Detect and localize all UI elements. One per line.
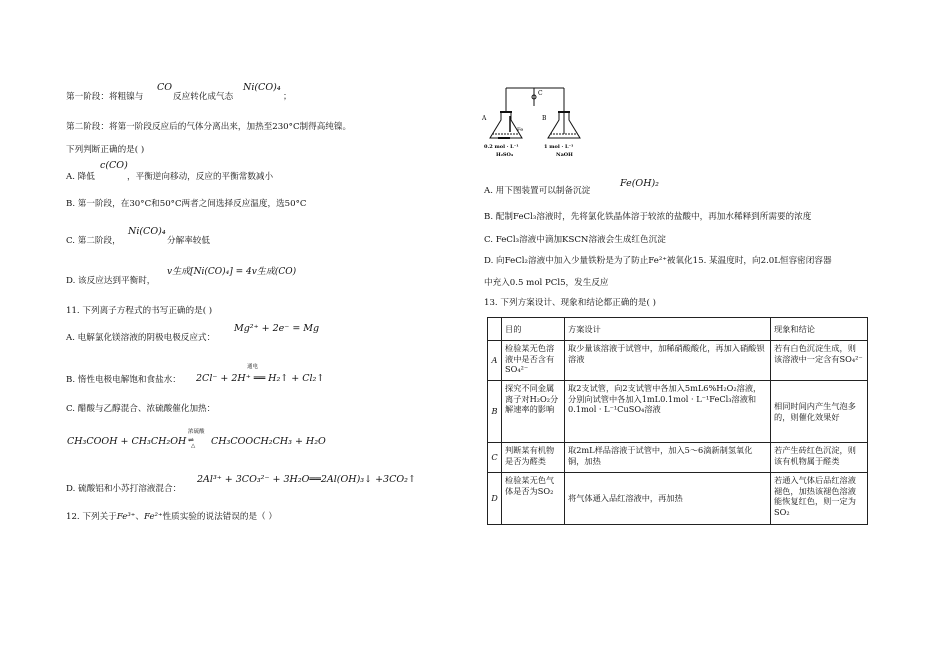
row-result: 若通入气体后品红溶液褪色，加热该褪色溶液能恢复红色，则一定为SO₂ <box>771 473 868 525</box>
stage2-line: 第二阶段：将第一阶段反应后的气体分离出来，加热至230°C制得高纯镍。 <box>66 122 352 132</box>
q10-option-c-suffix: 分解率较低 <box>167 236 210 246</box>
q12-option-c: C. FeCl₃溶液中滴加KSCN溶液会生成红色沉淀 <box>484 235 666 245</box>
q11-c-equation-right: CH₃COOCH₂CH₃ + H₂O <box>211 436 326 447</box>
row-plan: 将气体通入品红溶液中，再加热 <box>565 473 771 525</box>
q11-c-equation-left: CH₃COOH + CH₃CH₂OH <box>67 436 187 447</box>
q11-option-b: B. 惰性电极电解饱和食盐水： <box>66 375 181 385</box>
row-result: 相同时间内产生气泡多的，则催化效果好 <box>771 381 868 443</box>
row-purpose: 判断某有机物是否为醛类 <box>502 443 565 473</box>
apparatus-diagram <box>480 76 590 160</box>
q10-c-formula: Ni(CO)₄ <box>128 226 166 237</box>
q12-option-b: B. 配制FeCl₃溶液时，先将氯化铁晶体溶于较浓的盐酸中，再加水稀释到所需要的浓度 <box>484 212 812 222</box>
q12-fe2: Fe²⁺ <box>143 512 163 522</box>
q10-d-formula: v生成[Ni(CO)₄] = 4v生成(CO) <box>167 267 297 277</box>
q13-title: 13. 下列方案设计、现象和结论都正确的是( ) <box>484 298 656 308</box>
right-concentration: 1 mol · L⁻¹ <box>544 144 574 150</box>
row-result: 若有白色沉淀生成，则该溶液中一定含有SO₄²⁻ <box>771 341 868 381</box>
left-solution: H₂SO₄ <box>496 152 514 158</box>
q12-title-sep: 、 <box>135 512 144 522</box>
stage1-mid: 反应转化成气态 <box>173 92 234 102</box>
q10-option-a-suffix: ，平衡逆向移动，反应的平衡常数减小 <box>127 172 274 182</box>
row-label: A <box>488 341 502 381</box>
q11-c-cond-top: 浓硫酸 <box>188 429 205 435</box>
q10-option-b: B. 第一阶段，在30°C和50°C两者之间选择反应温度，选50°C <box>66 199 307 209</box>
stage1-co-formula: CO <box>157 82 173 93</box>
q11-option-c: C. 醋酸与乙醇混合、浓硫酸催化加热： <box>66 404 216 414</box>
q10-prompt: 下列判断正确的是( ) <box>66 145 145 155</box>
q12-title <box>66 512 277 523</box>
row-plan: 取少量该溶液于试管中，加稀硝酸酸化，再加入硝酸钡溶液 <box>565 341 771 381</box>
q11-c-cond-bottom: △ <box>191 443 196 449</box>
q13-table <box>487 317 868 525</box>
stage1-line <box>66 92 143 103</box>
q12-option-a: A. 用下图装置可以制备沉淀 <box>484 186 591 196</box>
header-cell: 现象和结论 <box>771 318 868 341</box>
table-row <box>488 381 868 443</box>
q11-b-equation: 2Cl⁻ + 2H⁺ ══ H₂↑ + Cl₂↑ <box>196 373 325 384</box>
label-c: C <box>538 90 543 97</box>
header-cell: 方案设计 <box>565 318 771 341</box>
label-a: A <box>482 115 487 122</box>
right-solution: NaOH <box>556 152 573 158</box>
header-cell <box>488 318 502 341</box>
table-row <box>488 473 868 525</box>
q11-c-arrow: ⇌ <box>188 436 194 444</box>
q10-option-c-prefix: C. 第二阶段， <box>66 236 121 246</box>
row-label: C <box>488 443 502 473</box>
row-label: B <box>488 381 502 443</box>
q12-title-suffix: 性质实验的说法错误的是（ ） <box>162 512 277 522</box>
table-header-row <box>488 318 868 341</box>
q11-b-condition: 通电 <box>247 364 259 370</box>
q10-option-d-prefix: D. 该反应达到平衡时， <box>66 276 156 286</box>
q11-a-equation: Mg²⁺ + 2e⁻ = Mg <box>234 323 320 334</box>
row-plan: 取2支试管，向2支试管中各加入5mL6%H₂O₂溶液，分别向试管中各加入1mL0.1mol · L⁻¹FeCl₃溶液和0.1mol · L⁻¹CuSO₄溶液 <box>565 381 771 443</box>
q10-a-formula: c(CO) <box>100 160 128 171</box>
row-purpose: 检验某无色溶液中是否含有SO₄²⁻ <box>502 341 565 381</box>
q12-title-prefix: 12. 下列关于 <box>66 512 117 522</box>
q11-option-d: D. 硫酸铝和小苏打溶液混合： <box>66 484 182 494</box>
q11-title: 11. 下列离子方程式的书写正确的是( ) <box>66 306 213 316</box>
q11-d-equation: 2Al³⁺ + 3CO₃²⁻ + 3H₂O══2Al(OH)₃↓ +3CO₂↑ <box>197 474 416 485</box>
row-plan: 取2mL样品溶液于试管中，加入5～6滴新制氢氧化铜，加热 <box>565 443 771 473</box>
table-row <box>488 341 868 381</box>
table-row <box>488 443 868 473</box>
stirrer-bar <box>498 137 510 139</box>
header-cell: 目的 <box>502 318 565 341</box>
label-fe: Fe <box>517 127 524 133</box>
q12-option-d-line1: D. 向FeCl₂溶液中加入少量铁粉是为了防止Fe²⁺被氧化15. 某温度时，向2.0L恒容密闭容器 <box>484 256 832 266</box>
stage1-nico4-formula: Ni(CO)₄ <box>243 82 281 93</box>
row-result: 若产生砖红色沉淀，则该有机物属于醛类 <box>771 443 868 473</box>
stage1-end: ； <box>283 92 292 102</box>
q11-option-a: A. 电解氯化镁溶液的阴极电极反应式： <box>66 333 216 343</box>
q12-a-formula: Fe(OH)₂ <box>620 178 659 189</box>
q12-fe3: Fe³⁺ <box>116 512 136 522</box>
label-b: B <box>542 115 547 122</box>
row-purpose: 探究不同金属离子对H₂O₂分解速率的影响 <box>502 381 565 443</box>
q10-option-a-prefix: A. 降低 <box>66 172 95 182</box>
stage1-prefix: 第一阶段：将粗镍与 <box>66 92 144 102</box>
row-label: D <box>488 473 502 525</box>
row-purpose: 检验某无色气体是否为SO₂ <box>502 473 565 525</box>
q12-option-d-line2: 中充入0.5 mol PCl5，发生反应 <box>484 278 609 288</box>
left-concentration: 0.2 mol · L⁻¹ <box>484 144 519 150</box>
